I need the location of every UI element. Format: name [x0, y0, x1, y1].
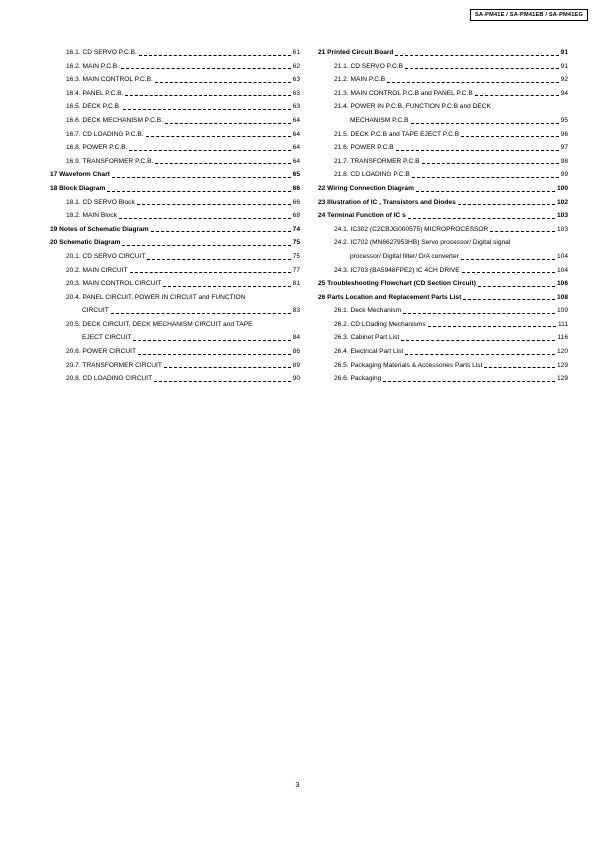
toc-entry-page: 89 — [292, 361, 300, 369]
dot-leader — [461, 259, 555, 260]
toc-entry-title: 16.6. DECK MECHANISM P.C.B. — [66, 116, 163, 124]
toc-subsection-entry[interactable] — [50, 331, 300, 345]
page-number: 3 — [295, 780, 300, 789]
toc-subsection-entry[interactable] — [318, 318, 568, 332]
toc-entry-page: 64 — [292, 130, 300, 138]
toc-subsection-entry[interactable] — [318, 168, 568, 182]
toc-entry-page: 63 — [292, 103, 300, 111]
toc-entry-title: 18 Block Diagram — [50, 184, 106, 192]
dot-leader — [155, 82, 291, 83]
dot-leader — [475, 95, 559, 96]
toc-entry-page: 94 — [560, 89, 568, 97]
toc-entry-title: 16.3. MAIN CONTROL P.C.B. — [66, 76, 153, 84]
toc-entry-page: 102 — [556, 198, 568, 206]
dot-leader — [490, 231, 555, 232]
toc-entry-page: 108 — [556, 293, 568, 301]
toc-entry-title: 26 Parts Location and Replacement Parts List — [318, 293, 462, 301]
toc-entry-title: 20.6. POWER CIRCUIT — [66, 348, 136, 356]
toc-entry-title: 24.3. IC703 (BA5948FPE2) IC 4CH DRIVE — [334, 266, 460, 274]
toc-entry-page: 81 — [292, 280, 300, 288]
toc-entry-page: 103 — [556, 225, 568, 233]
toc-entry-title: 24 Terminal Function of IC s — [318, 212, 406, 220]
toc-subsection-entry[interactable] — [50, 60, 300, 74]
toc-subsection-entry[interactable] — [318, 87, 568, 101]
toc-entry-title: 26.5. Packaging Materials & Accessories Parts List — [334, 361, 483, 369]
toc-entry-page: 75 — [292, 239, 300, 247]
dot-leader — [387, 82, 558, 83]
dot-leader — [138, 354, 291, 355]
toc-entry-page: 64 — [292, 116, 300, 124]
toc-entry-title: 26.2. CD LOading Mechanisms — [334, 320, 426, 328]
toc-entry-page: 63 — [292, 76, 300, 84]
toc-subsection-entry[interactable] — [318, 250, 568, 264]
toc-subsection-entry[interactable] — [50, 372, 300, 386]
dot-leader — [137, 204, 291, 205]
toc-entry-page: 91 — [560, 62, 568, 70]
toc-subsection-entry[interactable] — [50, 100, 300, 114]
toc-subsection-entry[interactable] — [50, 345, 300, 359]
toc-subsection-entry[interactable] — [318, 223, 568, 237]
toc-subsection-entry[interactable] — [50, 250, 300, 264]
toc-subsection-entry[interactable] — [50, 264, 300, 278]
toc-entry-title: 21.2. MAIN P.C.B — [334, 76, 386, 84]
toc-entry-title: 26.1. Deck Mechanism — [334, 307, 402, 315]
dot-leader — [151, 231, 291, 232]
dot-leader — [130, 272, 291, 273]
toc-entry-title: 16.7. CD LOADING P.C.B. — [66, 130, 144, 138]
dot-leader — [163, 286, 290, 287]
dot-leader — [484, 367, 555, 368]
toc-subsection-entry[interactable] — [50, 114, 300, 128]
dot-leader — [154, 381, 291, 382]
toc-entry-page: 116 — [557, 334, 568, 342]
toc-entry-title: 16.5. DECK P.C.B. — [66, 103, 121, 111]
toc-entry-page: 106 — [556, 280, 568, 288]
toc-entry-page: 74 — [292, 225, 300, 233]
toc-entry-heading-line: 24.2. IC702 (MN6627953HB) Servo processor/ Digital signal — [334, 239, 511, 247]
dot-leader — [129, 150, 290, 151]
toc-entry-page: 96 — [560, 130, 568, 138]
toc-entry-title: 20.1. CD SERVO CIRCUIT — [66, 252, 146, 260]
toc-entry-title: 16.4. PANEL P.C.B. — [66, 89, 124, 97]
toc-entry-page: 100 — [556, 184, 568, 192]
dot-leader — [125, 95, 290, 96]
toc-entry-page: 109 — [556, 307, 568, 315]
dot-leader — [107, 191, 290, 192]
toc-section-entry[interactable] — [50, 182, 300, 196]
toc-entry-page: 83 — [292, 307, 300, 315]
toc-entry-page: 64 — [292, 157, 300, 165]
dot-leader — [462, 272, 555, 273]
toc-entry-page: 61 — [292, 49, 300, 56]
toc-subsection-entry[interactable] — [318, 331, 568, 345]
dot-leader — [422, 163, 559, 164]
toc-entry-title: 17 Waveform Chart — [50, 171, 110, 179]
dot-leader — [165, 123, 291, 124]
toc-entry-page: 64 — [292, 144, 300, 152]
dot-leader — [395, 55, 558, 56]
toc-entry-title: 16.1. CD SERVO P.C.B. — [66, 49, 137, 56]
dot-leader — [396, 150, 559, 151]
toc-entry-page: 104 — [556, 266, 568, 274]
toc-subsection-entry[interactable] — [318, 141, 568, 155]
toc-section-entry[interactable] — [318, 209, 568, 223]
toc-entry-title: 20 Schematic Diagram — [50, 239, 121, 247]
dot-leader — [428, 326, 556, 327]
toc-subsection-entry[interactable] — [318, 345, 568, 359]
toc-entry-page: 95 — [560, 116, 568, 124]
dot-leader — [461, 136, 559, 137]
toc-subsection-entry[interactable] — [318, 114, 568, 128]
toc-left-column — [50, 46, 300, 386]
dot-leader — [139, 55, 291, 56]
toc-entry-title: 16.9. TRANSFORMER P.C.B. — [66, 157, 154, 165]
toc-section-entry[interactable] — [318, 182, 568, 196]
toc-entry-page: 92 — [560, 76, 568, 84]
toc-entry-title: processor/ Digital filter/ D/A converter — [350, 252, 459, 260]
toc-entry-title: 23 Illustration of IC , Transistors and Diodes — [318, 198, 456, 206]
toc-entry-title: MECHANISM P.C.B — [350, 116, 409, 124]
toc-entry-title: 21.5. DECK P.C.B and TAPE EJECT P.C.B — [334, 130, 460, 138]
dot-leader — [458, 204, 555, 205]
toc-entry-title: 16.8. POWER P.C.B. — [66, 144, 128, 152]
toc-subsection-entry[interactable] — [318, 60, 568, 74]
toc-subsection-entry[interactable] — [318, 304, 568, 318]
toc-entry-title: 18.1. CD SERVO Block — [66, 198, 135, 206]
toc-entry-page: 66 — [292, 184, 300, 192]
toc-subsection-entry[interactable] — [318, 264, 568, 278]
toc-section-entry[interactable] — [50, 223, 300, 237]
toc-entry-page: 99 — [560, 171, 568, 179]
toc-entry-title: 20.8. CD LOADING CIRCUIT — [66, 375, 153, 383]
toc-entry-page: 129 — [556, 375, 568, 383]
toc-entry-title: 21.7. TRANSFORMER P.C.B — [334, 157, 420, 165]
toc-subsection-entry[interactable] — [50, 209, 300, 223]
toc-subsection-entry[interactable] — [50, 196, 300, 210]
toc-entry-title: 21.1. CD SERVO P.C.B — [334, 62, 404, 70]
dot-leader — [164, 367, 291, 368]
dot-leader — [112, 177, 291, 178]
toc-entry-title: 26.3. Cabinet Part List — [334, 334, 400, 342]
toc-entry-page: 111 — [557, 320, 568, 328]
toc-entry-page: 77 — [292, 266, 300, 274]
toc-entry-title: 20.2. MAIN CIRCUIT — [66, 266, 128, 274]
toc-section-entry[interactable] — [318, 46, 568, 60]
dot-leader — [155, 163, 290, 164]
toc-entry-heading-line: 20.4. PANEL CIRCUIT, POWER IN CIRCUIT and FUNCTION — [66, 293, 246, 301]
toc-subsection-entry[interactable] — [318, 359, 568, 373]
toc-section-entry[interactable] — [50, 236, 300, 250]
dot-leader — [121, 68, 291, 69]
toc-entry-page: 91 — [560, 49, 568, 56]
toc-subsection-entry[interactable] — [50, 73, 300, 87]
toc-entry-heading-line: 20.5. DECK CIRCUIT, DECK MECHANISM CIRCUIT and TAPE — [66, 320, 253, 328]
toc-entry-page: 62 — [292, 62, 300, 70]
toc-entry-title: 26.6. Packaging — [334, 375, 382, 383]
toc-entry-title: 19 Notes of Schematic Diagram — [50, 225, 149, 233]
dot-leader — [463, 299, 555, 300]
toc-entry-page: 65 — [292, 171, 300, 179]
toc-section-entry[interactable] — [318, 277, 568, 291]
toc-entry-page: 103 — [556, 212, 568, 220]
toc-entry-title: CIRCUIT — [82, 307, 109, 315]
toc-subsection-entry[interactable] — [50, 277, 300, 291]
toc-entry-title: 26.4. Electrical Part List — [334, 348, 404, 356]
toc-right-column — [318, 46, 568, 386]
toc-entry-page: 84 — [292, 334, 300, 342]
toc-entry-title: 25 Troubleshooting Flowchart (CD Section Circuit) — [318, 280, 476, 288]
toc-subsection-entry[interactable] — [50, 128, 300, 142]
toc-section-entry[interactable] — [318, 196, 568, 210]
toc-entry-title: 24.1. IC302 (C2CBJG000575) MICROPROCESSOR — [334, 225, 489, 233]
toc-entry-heading-line: 21.4. POWER IN P.C.B, FUNCTION P.C.B and DECK — [334, 103, 491, 111]
toc-entry-page: 68 — [292, 212, 300, 220]
dot-leader — [411, 123, 559, 124]
toc-entry-page: 86 — [292, 348, 300, 356]
toc-entry-page: 63 — [292, 89, 300, 97]
toc-entry-title: 16.2. MAIN P.C.B. — [66, 62, 120, 70]
toc-entry-title: EJECT CIRCUIT — [82, 334, 132, 342]
toc-entry-page: 129 — [556, 361, 568, 369]
toc-entry-title: 21.3. MAIN CONTROL P.C.B and PANEL P.C.B — [334, 89, 473, 97]
model-header: SA-PM41E / SA-PM41EB / SA-PM41EG — [470, 9, 588, 21]
dot-leader — [408, 218, 555, 219]
dot-leader — [133, 340, 290, 341]
toc-subsection-entry[interactable] — [318, 73, 568, 87]
toc-subsection-entry[interactable] — [318, 372, 568, 386]
toc-entry-title: 22 Wiring Connection Diagram — [318, 184, 414, 192]
toc-entry-page: 104 — [556, 252, 568, 260]
toc-section-entry[interactable] — [318, 291, 568, 305]
toc-subsection-entry[interactable] — [318, 155, 568, 169]
dot-leader — [119, 218, 291, 219]
dot-leader — [383, 381, 555, 382]
toc-entry-page: 97 — [560, 144, 568, 152]
toc-entry-title: 21.8. CD LOADING P.C.B — [334, 171, 410, 179]
dot-leader — [405, 68, 559, 69]
dot-leader — [146, 136, 291, 137]
dot-leader — [403, 313, 555, 314]
toc-entry-title: 21.6. POWER P.C.B — [334, 144, 394, 152]
dot-leader — [401, 340, 555, 341]
toc-entry-page: 98 — [560, 157, 568, 165]
dot-leader — [122, 245, 290, 246]
toc-entry-title: 20.7. TRANSFORMER CIRCUIT — [66, 361, 162, 369]
toc-subsection-entry[interactable] — [50, 141, 300, 155]
toc-entry-title: 20.3. MAIN CONTROL CIRCUIT — [66, 280, 162, 288]
toc-subsection-entry[interactable] — [50, 46, 300, 60]
toc-subsection-entry[interactable] — [50, 359, 300, 373]
toc-entry-page: 75 — [292, 252, 300, 260]
dot-leader — [111, 313, 291, 314]
toc-entry-page: 120 — [556, 348, 568, 356]
dot-leader — [416, 191, 555, 192]
toc-entry-title: 18.2. MAIN Block — [66, 212, 117, 220]
dot-leader — [405, 354, 555, 355]
toc-subsection-entry[interactable] — [50, 304, 300, 318]
toc-entry-page: 66 — [292, 198, 300, 206]
toc-subsection-entry[interactable] — [50, 155, 300, 169]
dot-leader — [123, 109, 291, 110]
dot-leader — [478, 286, 555, 287]
toc-section-entry[interactable] — [50, 168, 300, 182]
dot-leader — [147, 259, 290, 260]
toc-subsection-entry[interactable] — [318, 128, 568, 142]
toc-entry-page: 90 — [292, 375, 300, 383]
dot-leader — [412, 177, 559, 178]
toc-entry-title: 21 Printed Circuit Board — [318, 49, 394, 56]
toc-subsection-entry[interactable] — [50, 87, 300, 101]
